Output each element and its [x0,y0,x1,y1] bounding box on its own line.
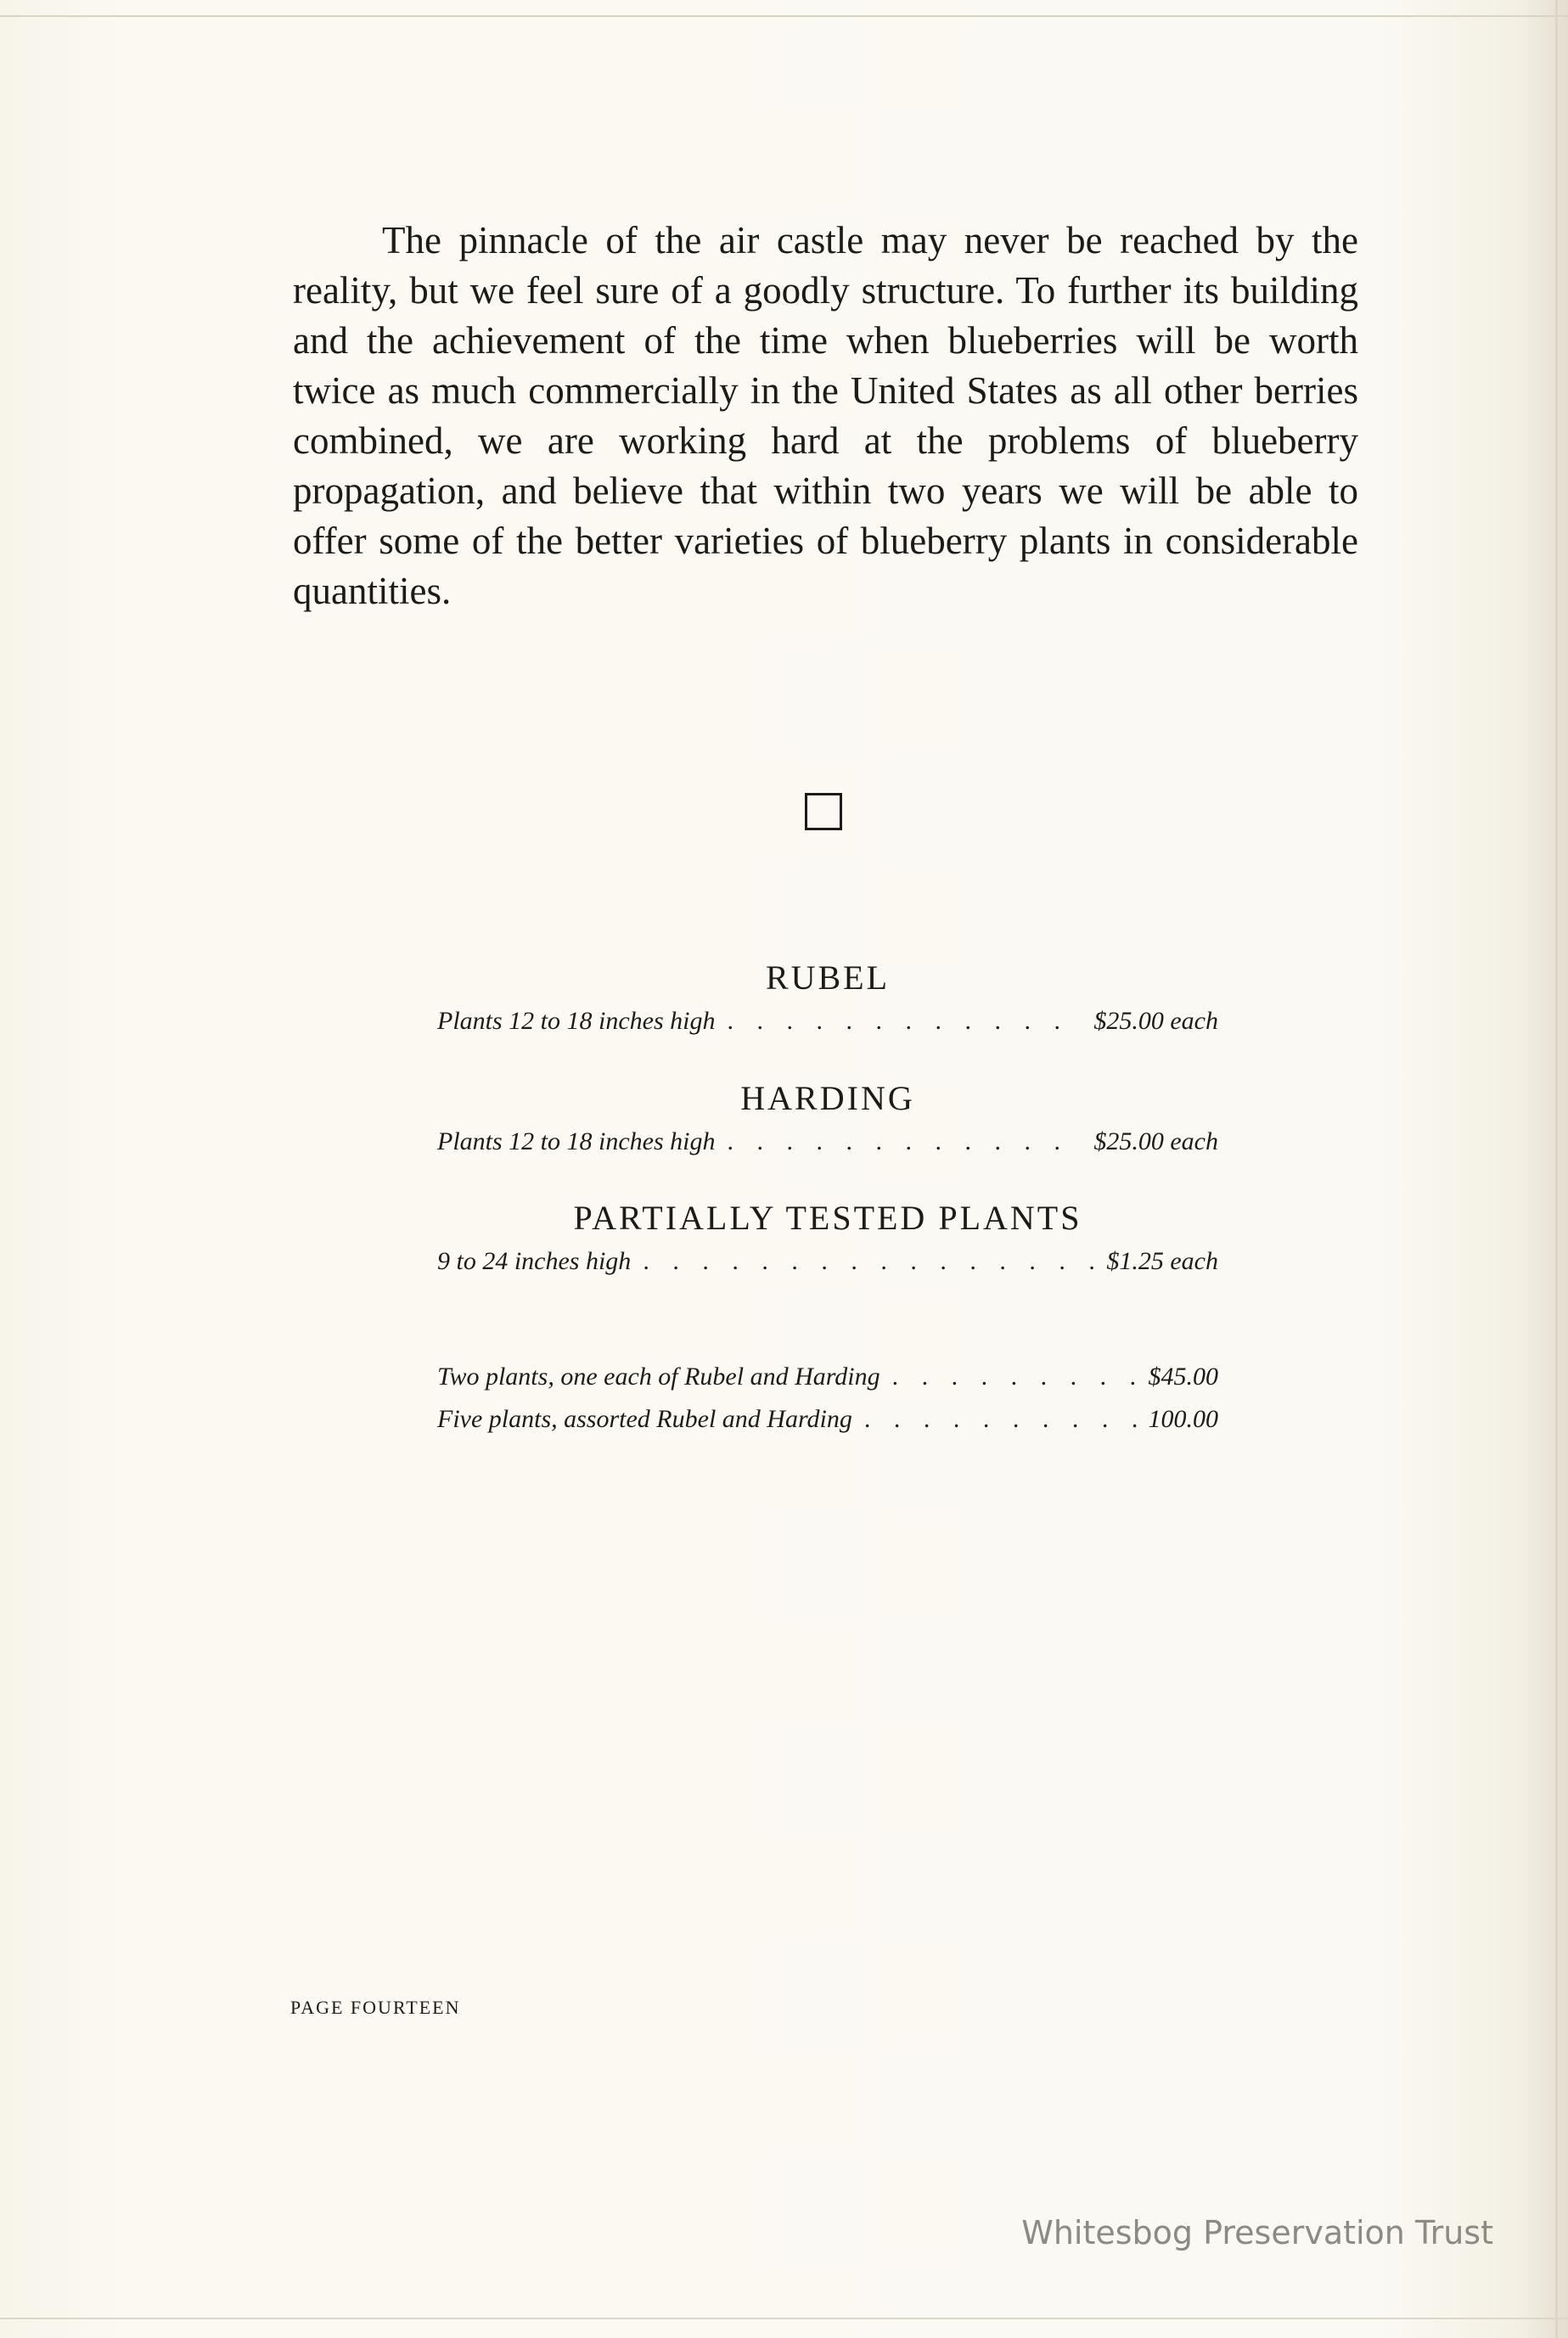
section-heading-partially-tested: PARTIALLY TESTED PLANTS [573,1199,1082,1237]
page-top-edge [0,15,1568,17]
price-row-harding [437,1127,1218,1156]
price-value: $25.00 each [1093,1007,1218,1035]
offer-description: Two plants, one each of Rubel and Harding [437,1363,880,1391]
offer-row-five-plants [437,1405,1218,1434]
square-ornament-icon [805,793,842,830]
price-description: Plants 12 to 18 inches high [437,1127,716,1155]
price-description: Plants 12 to 18 inches high [437,1007,716,1035]
offer-description: Five plants, assorted Rubel and Harding [437,1405,852,1433]
section-heading-harding: HARDING [740,1079,915,1117]
price-row-rubel [437,1007,1218,1036]
price-value: $1.25 each [1106,1247,1218,1275]
offer-row-two-plants [437,1363,1218,1391]
section-heading-rubel: RUBEL [765,958,891,997]
dot-leader [892,1363,1137,1391]
dot-leader [727,1007,1082,1036]
watermark-text: Whitesbog Preservation Trust [1021,2214,1493,2251]
page-number-footer: PAGE FOURTEEN [290,1997,461,2018]
price-row-partially-tested [437,1247,1218,1276]
dot-leader [727,1127,1082,1156]
intro-paragraph: The pinnacle of the air castle may never be reached by the reality, but we feel sure of a goodly structure. To further its building and the achievement of the time when blueberries will be worth twice as much commercially in the United States as all other berries combined, we are working hard at the problems of blueberry propagation, and believe that within two years we will be able to offer some of the better varieties of blueberry plants in considerable quantities. [293,219,1358,612]
offer-price: 100.00 [1148,1405,1218,1433]
dot-leader [643,1247,1094,1276]
price-description: 9 to 24 inches high [437,1247,632,1275]
offer-price: $45.00 [1148,1363,1218,1391]
page-bottom-edge [0,2318,1568,2319]
page-right-edge [1555,0,1558,2338]
dot-leader [864,1405,1137,1434]
price-value: $25.00 each [1093,1127,1218,1155]
